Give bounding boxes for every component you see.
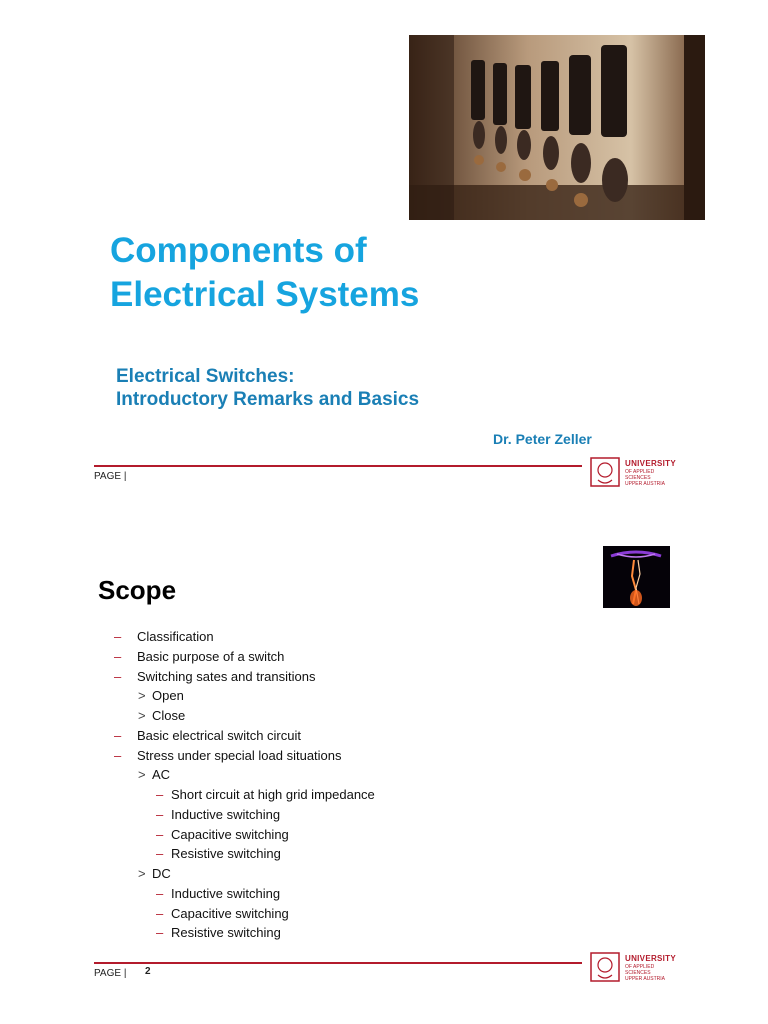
bullet-item: Capacitive switching [171,827,289,842]
switch-panel-illustration [409,35,705,220]
bullet-marker: – [156,787,164,802]
knife-switches-photo [409,35,705,220]
university-logo-2 [589,951,679,985]
bullet-marker: – [114,748,122,763]
slide-title [110,229,570,317]
bullet-item: AC [152,767,171,782]
title-line-1: Components of [110,231,367,270]
bullet-item: Stress under special load situations [137,748,342,763]
bullet-marker: – [114,669,122,684]
bullet-item: Short circuit at high grid impedance [171,787,375,802]
bullet-marker: – [156,925,164,940]
bullet-item: Resistive switching [171,925,281,940]
page-number: 2 [145,966,151,977]
logo-subline: OF APPLIED SCIENCES UPPER AUSTRIA [625,469,666,487]
bullet-item: Basic electrical switch circuit [137,728,301,743]
page-label-2: PAGE | [94,968,127,979]
footer-divider [94,465,582,467]
bullet-item: Resistive switching [171,846,281,861]
bullet-marker: > [138,708,146,723]
bullet-marker: – [156,846,164,861]
scope-heading: Scope [98,575,177,605]
bullet-marker: – [156,906,164,921]
university-seal-icon [589,456,621,488]
subtitle-line-1: Electrical Switches: [116,366,295,387]
logo-subline: OF APPLIED SCIENCES UPPER AUSTRIA [625,964,666,982]
bullet-item: Open [152,688,184,703]
footer-divider-2 [94,962,582,964]
university-logo [589,456,679,490]
bullet-marker: – [156,807,164,822]
title-line-2: Electrical Systems [110,275,420,314]
author-name: Dr. Peter Zeller [493,431,592,447]
bullet-marker: – [156,886,164,901]
bullet-item: Classification [137,629,214,644]
logo-wordmark: UNIVERSITY [625,459,677,468]
bullet-marker: – [156,827,164,842]
logo-wordmark: UNIVERSITY [625,954,677,963]
electric-arc-image [603,546,670,608]
bullet-marker: > [138,767,146,782]
bullet-item: DC [152,866,171,881]
bullet-marker: – [114,649,122,664]
electric-arc-illustration [603,546,670,608]
bullet-marker: – [114,629,122,644]
university-seal-icon [589,951,621,983]
bullet-item: Close [152,708,186,723]
bullet-marker: – [114,728,122,743]
bullet-item: Capacitive switching [171,906,289,921]
bullet-marker: > [138,866,146,881]
bullet-marker: > [138,688,146,703]
bullet-item: Inductive switching [171,886,281,901]
bullet-item: Inductive switching [171,807,281,822]
page-label: PAGE | [94,471,127,482]
bullet-item: Basic purpose of a switch [137,649,285,664]
subtitle-line-2: Introductory Remarks and Basics [116,389,420,410]
bullet-item: Switching sates and transitions [137,669,316,684]
